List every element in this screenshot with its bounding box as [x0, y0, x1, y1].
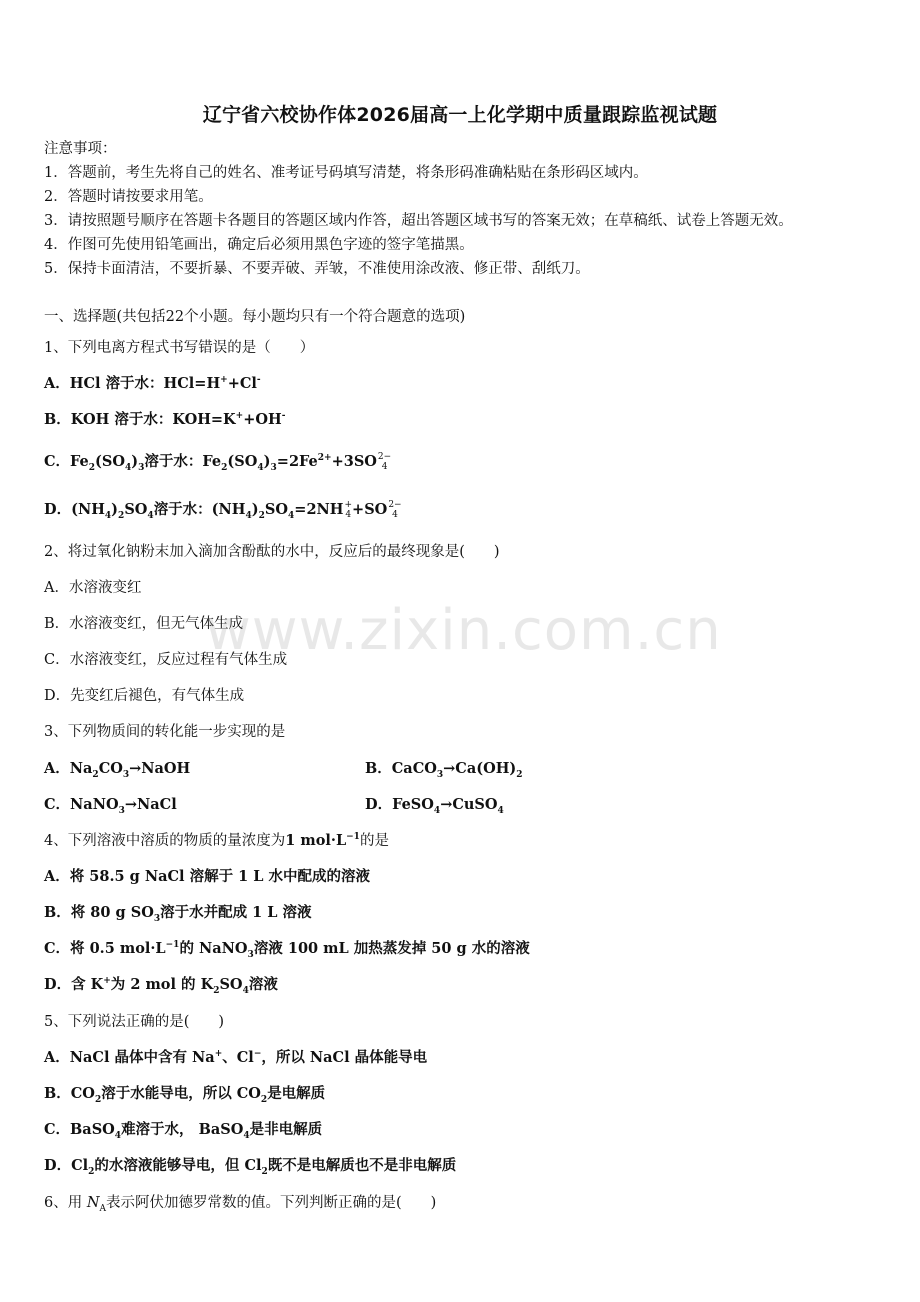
- question-1-stem: 1、下列电离方程式书写错误的是（ ）: [44, 340, 315, 356]
- question-2-stem: 2、将过氧化钠粉末加入滴加含酚酞的水中，反应后的最终现象是( ): [44, 544, 500, 560]
- question-5-option-c: C．BaSO$_4$难溶于水， BaSO$_4$是非电解质: [44, 1121, 323, 1141]
- question-1-option-b: B．KOH 溶于水：KOH=K++OH-: [44, 411, 286, 428]
- notice-item-2: 2．答题时请按要求用笔。: [44, 189, 213, 205]
- question-3-option-c: C．NaNO$_3$→NaCl: [44, 796, 177, 816]
- question-4-option-a: A．将 58.5 g NaCl 溶解于 1 L 水中配成的溶液: [44, 868, 371, 885]
- notice-item-4: 4．作图可先使用铅笔画出，确定后必须用黑色字迹的签字笔描黑。: [44, 237, 474, 253]
- question-1-option-a: A．HCl 溶于水：HCl=H++Cl-: [44, 375, 261, 392]
- question-1-option-d: D．$(NH_4)_2SO_4$溶于水：$(NH_4)_2SO_4=2NH$ + 4 +SO 2− 4: [44, 500, 402, 521]
- question-3-stem: 3、下列物质间的转化能一步实现的是: [44, 724, 286, 740]
- notice-heading: 注意事项：: [44, 141, 117, 157]
- question-5-stem: 5、下列说法正确的是( ): [44, 1014, 225, 1030]
- question-4-option-b: B．将 80 g $SO_3$溶于水并配成 1 L 溶液: [44, 904, 312, 924]
- question-5-option-b: B．$CO_2$溶于水能导电，所以 $CO_2$是电解质: [44, 1085, 326, 1105]
- question-4-option-d: D．含 K+为 2 mol 的 $K_2SO_4$溶液: [44, 976, 278, 996]
- notice-item-5: 5．保持卡面清洁，不要折暴、不要弄破、弄皱，不准使用涂改液、修正带、刮纸刀。: [44, 261, 590, 277]
- question-2-option-b: B．水溶液变红，但无气体生成: [44, 616, 244, 632]
- question-3-option-a: A．$Na_2CO_3\to NaOH$: [44, 760, 191, 780]
- question-3-option-d: D．FeSO$_4$→CuSO$_4$: [365, 796, 504, 816]
- question-4-option-c: C．将 0.5 $mol\cdot L^{-1}$的 NaNO$_3$溶液 100 mL 加热蒸发掉 50 g 水的溶液: [44, 940, 530, 960]
- notice-item-3: 3．请按照题号顺序在答题卡各题目的答题区域内作答，超出答题区域书写的答案无效；在草稿纸、试卷上答题无效。: [44, 213, 793, 229]
- question-4-stem: 4、下列溶液中溶质的物质的量浓度为1 $mol\cdot L^{-1}$的是: [44, 832, 389, 849]
- question-2-option-d: D．先变红后褪色，有气体生成: [44, 688, 245, 704]
- question-2-option-c: C．水溶液变红，反应过程有气体生成: [44, 652, 288, 668]
- notice-item-1: 1．答题前，考生先将自己的姓名、准考证号码填写清楚，将条形码准确粘贴在条形码区域内。: [44, 165, 648, 181]
- section-heading: 一、选择题(共包括22个小题。每小题均只有一个符合题意的选项): [44, 309, 466, 325]
- question-6-stem: 6、用 $N_A$表示阿伏加德罗常数的值。下列判断正确的是( ): [44, 1195, 437, 1214]
- question-5-option-d: D．$Cl_2$的水溶液能够导电，但 $Cl_2$既不是电解质也不是非电解质: [44, 1157, 457, 1177]
- question-2-option-a: A．水溶液变红: [44, 580, 142, 596]
- question-5-option-a: A．NaCl 晶体中含有 Na+、Cl−，所以 NaCl 晶体能导电: [44, 1049, 428, 1066]
- exam-title: 辽宁省六校协作体2026届高一上化学期中质量跟踪监视试题: [202, 104, 718, 126]
- question-3-option-b: B．$CaCO_3\to Ca(OH)_2$: [365, 760, 523, 780]
- question-1-option-c: C．$Fe_2(SO_4)_3$溶于水：$Fe_2(SO_4)_3=2Fe^{2+}+3SO$ 2− 4: [44, 452, 392, 473]
- watermark: www.zixin.com.cn: [205, 598, 722, 663]
